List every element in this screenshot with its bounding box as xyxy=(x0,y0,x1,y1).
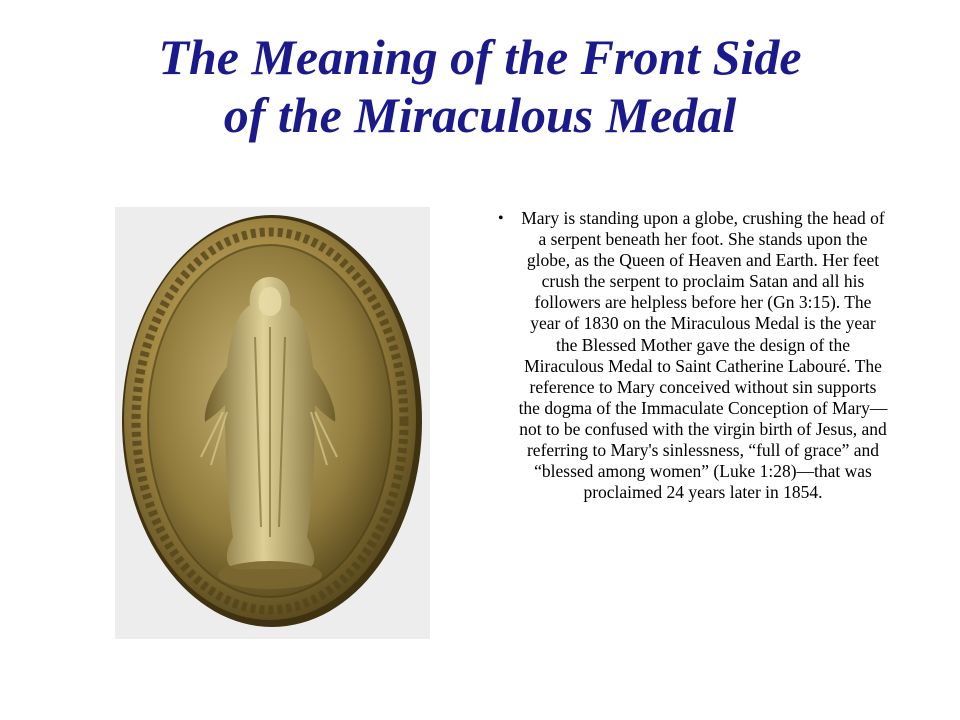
slide-title xyxy=(40,28,920,144)
bullet-text: Mary is standing upon a globe, crushing the head of a serpent beneath her foot. She stands upon the globe, as the Queen of Heaven and Earth. Her feet crush the serpent to proclaim Satan and all his followers are helpless before her (Gn 3:15). The year of 1830 on the Miraculous Medal is the year the Blessed Mother gave the design of the Miraculous Medal to Saint Catherine Labouré. The reference to Mary conceived without sin supports the dogma of the Immaculate Conception of Mary—not to be confused with the virgin birth of Jesus, and referring to Mary's sinlessness, “full of grace” and “blessed among women” (Luke 1:28)—that was proclaimed 24 years later in 1854. xyxy=(518,208,888,503)
bullet-list xyxy=(498,208,888,503)
miraculous-medal-icon xyxy=(115,207,430,639)
bullet-marker: • xyxy=(498,210,504,227)
miraculous-medal-image xyxy=(115,207,430,639)
title-line-2: of the Miraculous Medal xyxy=(223,87,737,143)
title-line-1: The Meaning of the Front Side xyxy=(158,29,802,85)
